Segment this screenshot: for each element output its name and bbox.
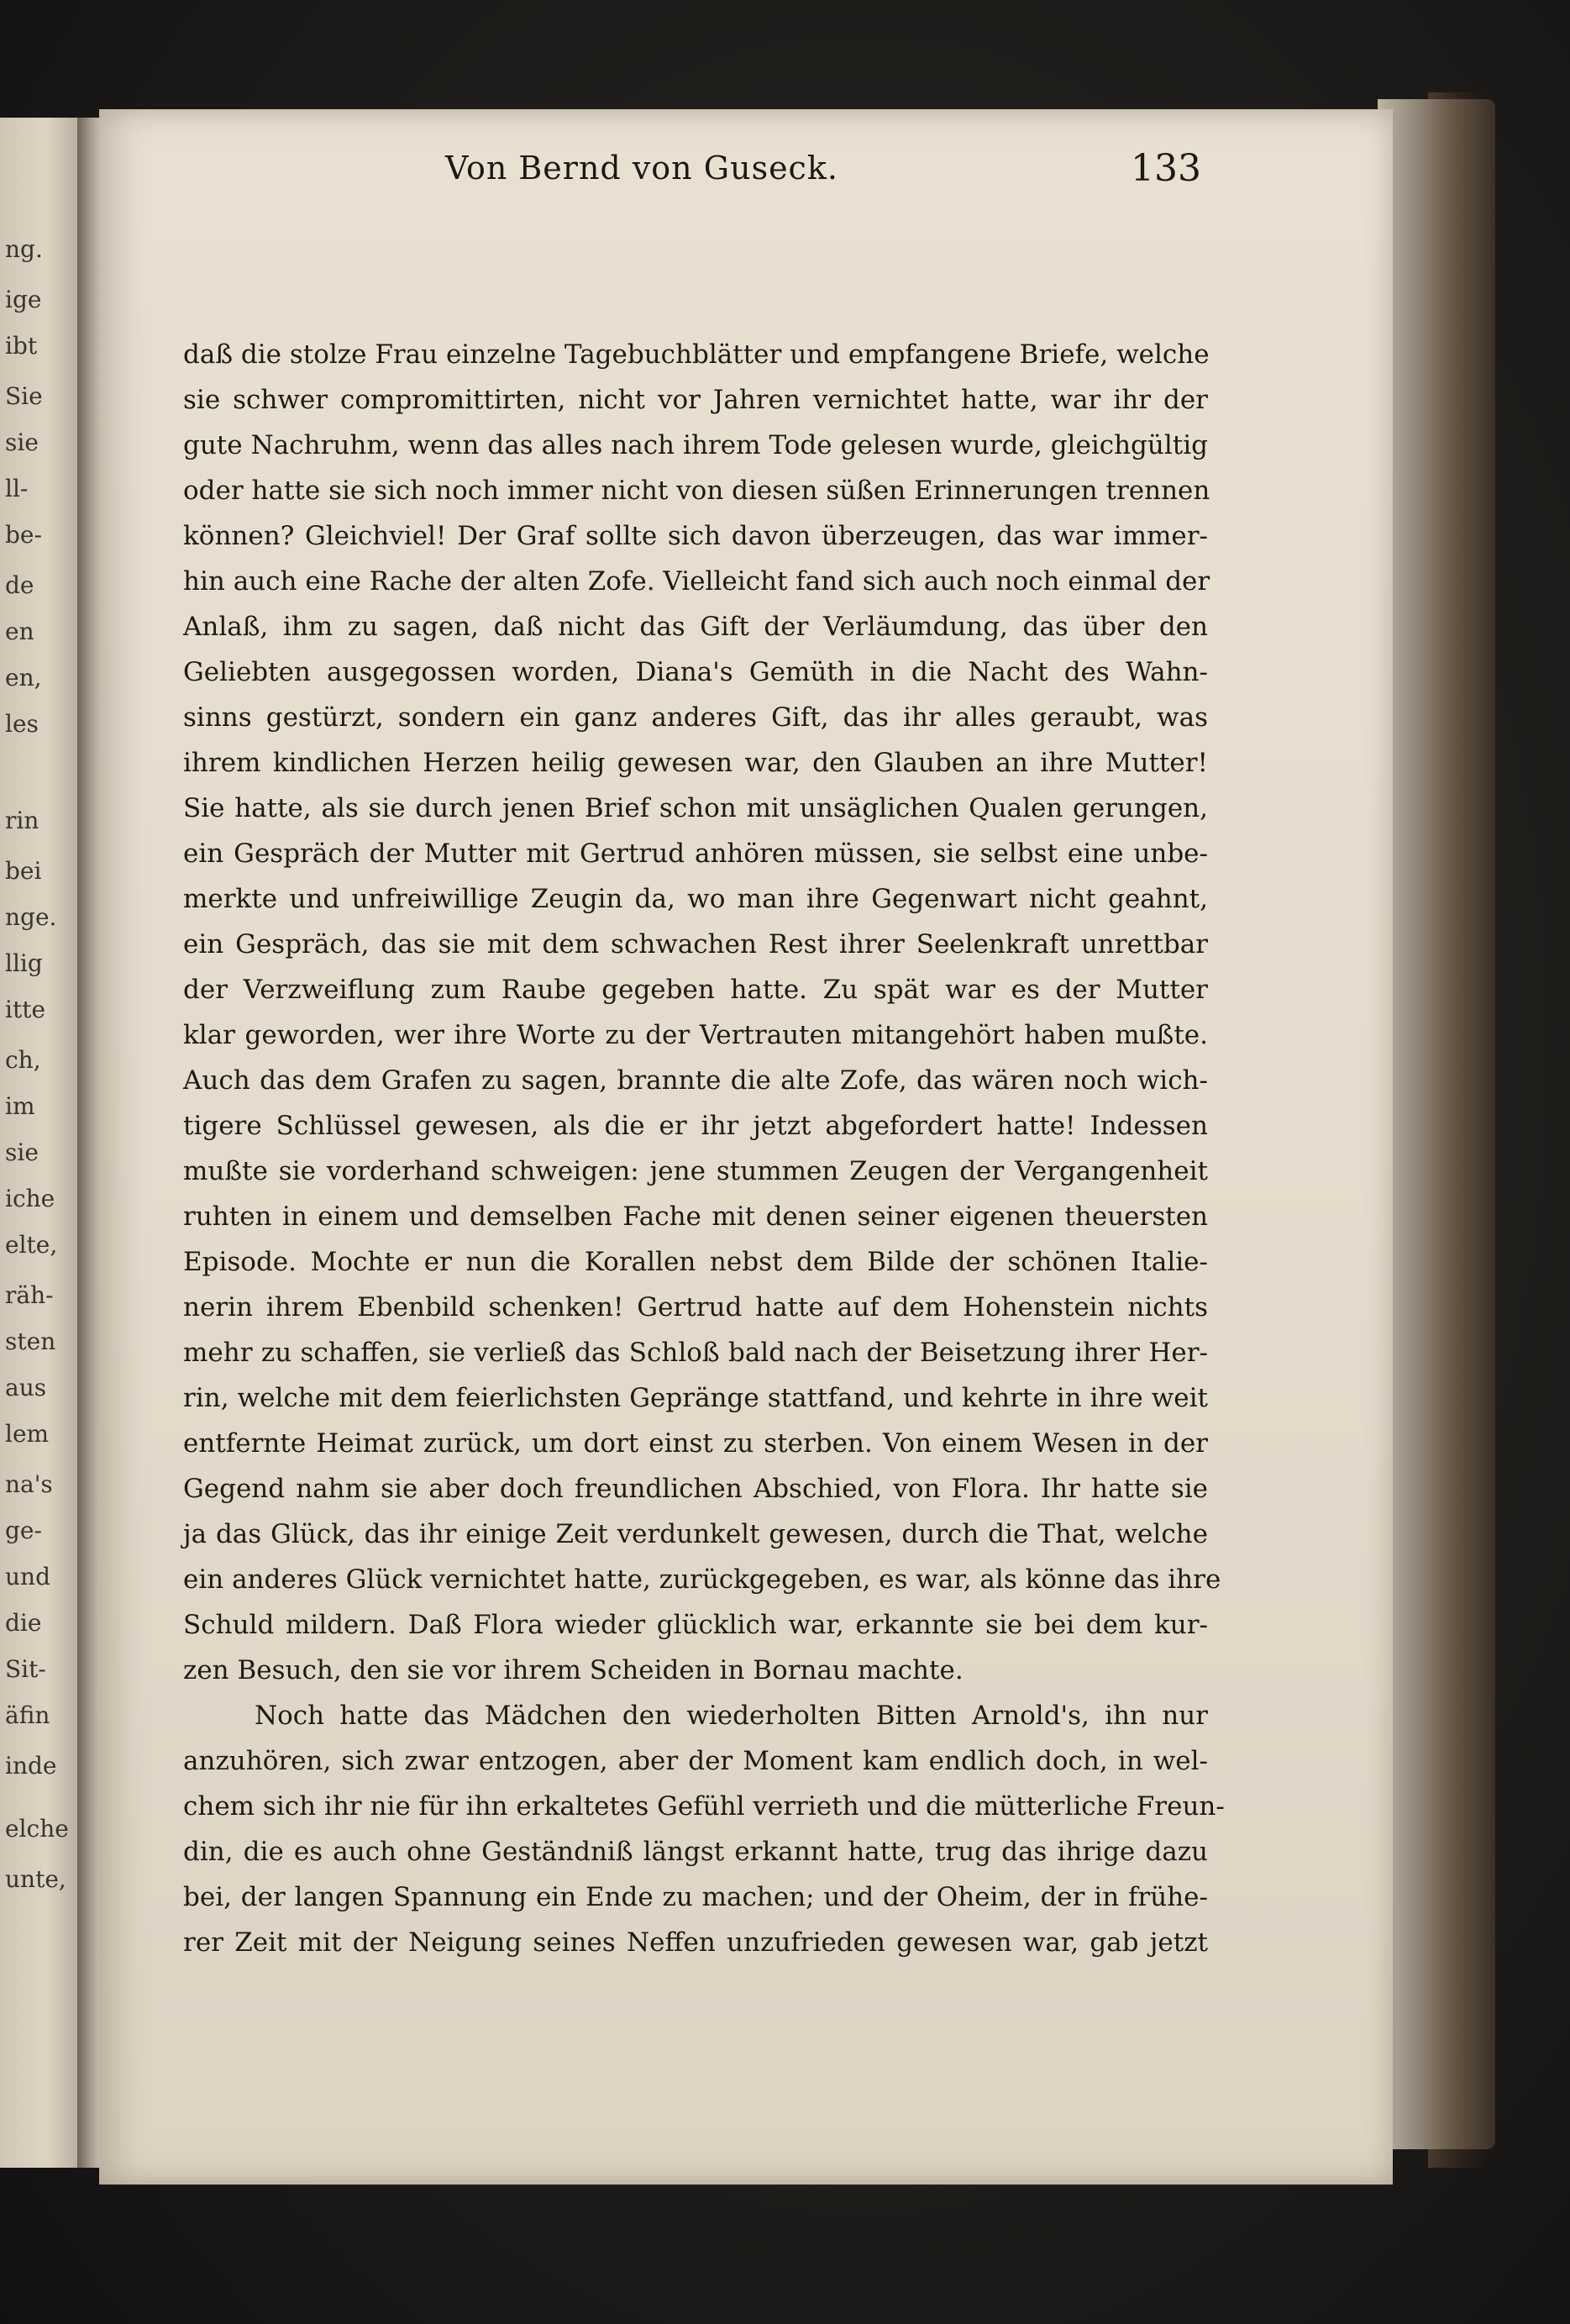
text-line: klar geworden, wer ihre Worte zu der Vertrauten mitangehört haben mußte. xyxy=(183,1020,1208,1050)
text-line: ja das Glück, das ihr einige Zeit verdunkelt gewesen, durch die That, welche xyxy=(183,1519,1208,1549)
running-title: Von Bernd von Guseck. xyxy=(445,150,838,187)
text-line: Geliebten ausgegossen worden, Diana's Gemüth in die Nacht des Wahn- xyxy=(183,657,1208,687)
facing-page-fragment: äfin xyxy=(5,1701,50,1729)
text-line: oder hatte sie sich noch immer nicht von diesen süßen Erinnerungen trennen xyxy=(183,476,1210,506)
text-line: daß die stolze Frau einzelne Tagebuchblätter und empfangene Briefe, welche xyxy=(183,339,1210,370)
facing-page-fragment: Sie xyxy=(5,382,43,410)
facing-page-fragment: im xyxy=(5,1092,35,1120)
text-line: merkte und unfreiwillige Zeugin da, wo man ihre Gegenwart nicht geahnt, xyxy=(183,884,1208,914)
text-line: anzuhören, sich zwar entzogen, aber der Moment kam endlich doch, in wel- xyxy=(183,1746,1208,1776)
facing-page-fragment: ge- xyxy=(5,1517,42,1544)
facing-page-fragment: sten xyxy=(5,1328,56,1355)
text-line: sie schwer compromittirten, nicht vor Jahren vernichtet hatte, war ihr der xyxy=(183,385,1208,415)
text-line: der Verzweiflung zum Raube gegeben hatte. Zu spät war es der Mutter xyxy=(183,975,1208,1005)
text-line: können? Gleichviel! Der Graf sollte sich davon überzeugen, das war immer- xyxy=(183,521,1208,551)
text-line: ein Gespräch der Mutter mit Gertrud anhören müssen, sie selbst eine unbe- xyxy=(183,839,1208,869)
facing-page-fragment: die xyxy=(5,1609,42,1637)
text-line: gute Nachruhm, wenn das alles nach ihrem Tode gelesen wurde, gleichgültig xyxy=(183,430,1208,460)
facing-page-fragment: en xyxy=(5,618,34,645)
text-line: hin auch eine Rache der alten Zofe. Vielleicht fand sich auch noch einmal der xyxy=(183,566,1210,597)
text-line: rer Zeit mit der Neigung seines Neffen unzufrieden gewesen war, gab jetzt xyxy=(183,1927,1208,1958)
facing-page-fragment: elte, xyxy=(5,1231,58,1259)
facing-page-fragment: elche xyxy=(5,1815,69,1843)
page-header xyxy=(445,143,1201,193)
text-line: mußte sie vorderhand schweigen: jene stummen Zeugen der Vergangenheit xyxy=(183,1156,1208,1186)
facing-page-fragment: Sit- xyxy=(5,1655,46,1683)
text-line: chem sich ihr nie für ihn erkaltetes Gefühl verrieth und die mütterliche Freun- xyxy=(183,1791,1225,1822)
facing-page-fragment: be- xyxy=(5,521,42,549)
facing-page-edge xyxy=(0,118,77,2168)
facing-page-fragment: ige xyxy=(5,286,42,313)
text-line: mehr zu schaffen, sie verließ das Schloß bald nach der Beisetzung ihrer Her- xyxy=(183,1338,1208,1368)
facing-page-fragment: und xyxy=(5,1563,50,1591)
facing-page-fragment: de xyxy=(5,571,34,599)
text-line: zen Besuch, den sie vor ihrem Scheiden in Bornau machte. xyxy=(183,1655,964,1685)
text-line: Auch das dem Grafen zu sagen, brannte die alte Zofe, das wären noch wich- xyxy=(183,1065,1208,1096)
facing-page-fragment: ng. xyxy=(5,235,43,263)
text-line: ein anderes Glück vernichtet hatte, zurückgegeben, es war, als könne das ihre xyxy=(183,1564,1221,1595)
facing-page-fragment: les xyxy=(5,710,39,738)
text-line: ein Gespräch, das sie mit dem schwachen Rest ihrer Seelenkraft unrettbar xyxy=(183,929,1208,960)
text-line: tigere Schlüssel gewesen, als die er ihr jetzt abgefordert hatte! Indessen xyxy=(183,1111,1208,1141)
facing-page-fragment: itte xyxy=(5,996,46,1023)
facing-page-fragment: ll- xyxy=(5,475,29,502)
facing-page-fragment: iche xyxy=(5,1185,55,1212)
text-line: Noch hatte das Mädchen den wiederholten Bitten Arnold's, ihn nur xyxy=(255,1701,1208,1731)
text-line: rin, welche mit dem feierlichsten Gepränge stattfand, und kehrte in ihre weit xyxy=(183,1383,1208,1413)
text-line: Schuld mildern. Daß Flora wieder glücklich war, erkannte sie bei dem kur- xyxy=(183,1610,1208,1640)
text-line: ihrem kindlichen Herzen heilig gewesen war, den Glauben an ihre Mutter! xyxy=(183,748,1208,778)
facing-page-fragment: ibt xyxy=(5,332,38,360)
text-line: din, die es auch ohne Geständniß längst erkannt hatte, trug das ihrige dazu xyxy=(183,1837,1208,1867)
facing-page-fragment: en, xyxy=(5,664,42,691)
facing-page-fragment: na's xyxy=(5,1470,53,1498)
page-number: 133 xyxy=(1131,146,1201,190)
facing-page-fragment: bei xyxy=(5,857,42,885)
page-stack-edge xyxy=(1378,99,1495,2149)
facing-page-fragment: inde xyxy=(5,1752,57,1780)
facing-page-fragment: aus xyxy=(5,1374,47,1401)
facing-page-fragment: nge. xyxy=(5,903,57,931)
facing-page-fragment: sie xyxy=(5,429,39,456)
body-text xyxy=(183,332,1225,1965)
text-line: Anlaß, ihm zu sagen, daß nicht das Gift der Verläumdung, das über den xyxy=(183,612,1208,642)
text-line: Episode. Mochte er nun die Korallen nebst dem Bilde der schönen Italie- xyxy=(183,1247,1208,1277)
facing-page-fragment: lem xyxy=(5,1420,50,1448)
facing-page-fragment: räh- xyxy=(5,1281,54,1309)
text-line: ruhten in einem und demselben Fache mit denen seiner eigenen theuersten xyxy=(183,1201,1208,1232)
facing-page-fragment: ch, xyxy=(5,1046,41,1074)
text-line: bei, der langen Spannung ein Ende zu machen; und der Oheim, der in frühe- xyxy=(183,1882,1208,1912)
facing-page-fragment: sie xyxy=(5,1138,39,1166)
facing-page-fragment: rin xyxy=(5,807,39,834)
facing-page-fragment: llig xyxy=(5,949,43,977)
facing-page-fragment: unte, xyxy=(5,1865,66,1893)
text-line: Gegend nahm sie aber doch freundlichen Abschied, von Flora. Ihr hatte sie xyxy=(183,1474,1208,1504)
text-line: sinns gestürzt, sondern ein ganz anderes Gift, das ihr alles geraubt, was xyxy=(183,702,1208,733)
text-line: Sie hatte, als sie durch jenen Brief schon mit unsäglichen Qualen gerungen, xyxy=(183,793,1208,823)
text-line: nerin ihrem Ebenbild schenken! Gertrud hatte auf dem Hohenstein nichts xyxy=(183,1292,1208,1322)
text-line: entfernte Heimat zurück, um dort einst zu sterben. Von einem Wesen in der xyxy=(183,1428,1208,1459)
